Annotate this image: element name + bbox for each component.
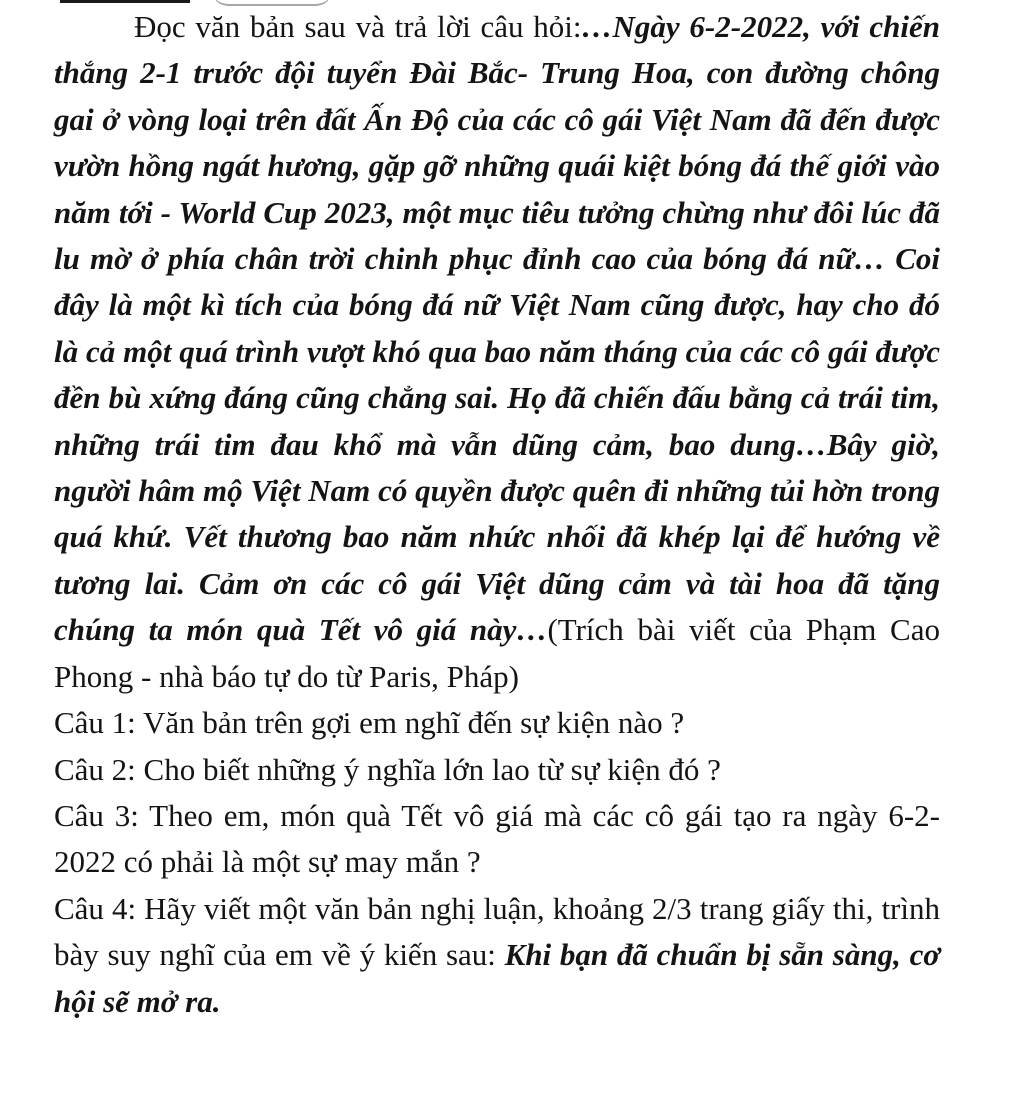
question-4-emphasis: Khi bạn đã chuẩn bị sẵn sàng, cơ hội sẽ mở ra. [54,937,940,1019]
top-rule-fragment [60,0,190,3]
question-4-text: Câu 4: Hãy viết một văn bản nghị luận, khoảng 2/3 trang giấy thi, trình bày suy nghĩ của em về ý kiến sau: [54,890,940,973]
passage-quote: …Ngày 6-2-2022, với chiến thắng 2-1 trước đội tuyển Đài Bắc- Trung Hoa, con đường chông gai ở vòng loại trên đất Ấn Độ của các cô gái Việt Nam đã đến được vườn hồng ngát hương, gặp gỡ những quái kiệt bóng đá thế giới vào năm tới - World Cup 2023, một mục tiêu tưởng chừng như đôi lúc đã lu mờ ở phía chân trời chinh phục đỉnh cao của bóng đá nữ… Coi đây là một kì tích của bóng đá nữ Việt Nam cũng được, hay cho đó là cả một quá trình vượt khó qua bao năm tháng của các cô gái được đền bù xứng đáng cũng chẳng sai. Họ đã chiến đấu bằng cả trái tim, những trái tim đau khổ mà vẫn dũng cảm, bao dung…Bây giờ, người hâm mộ Việt Nam có quyền được quên đi những tủi hờn trong quá khứ. Vết thương bao năm nhức nhối đã khép lại để hướng về tương lai. Cảm ơn các cô gái Việt dũng cảm và tài hoa đã tặng chúng ta món quà Tết vô giá này… [54,9,940,648]
question-1: Câu 1: Văn bản trên gợi em nghĩ đến sự kiện nào ? [54,705,685,741]
exam-page [54,4,940,1025]
question-3: Câu 3: Theo em, món quà Tết vô giá mà các cô gái tạo ra ngày 6-2-2022 có phải là một sự may mắn ? [54,797,940,880]
passage-intro: Đọc văn bản sau và trả lời câu hỏi: [134,9,582,44]
passage-source: (Trích bài viết của Phạm Cao Phong - nhà báo tự do từ Paris, Pháp) [54,612,940,694]
question-2: Câu 2: Cho biết những ý nghĩa lớn lao từ sự kiện đó ? [54,751,721,787]
reading-passage [54,4,940,700]
question-4 [54,886,940,1025]
